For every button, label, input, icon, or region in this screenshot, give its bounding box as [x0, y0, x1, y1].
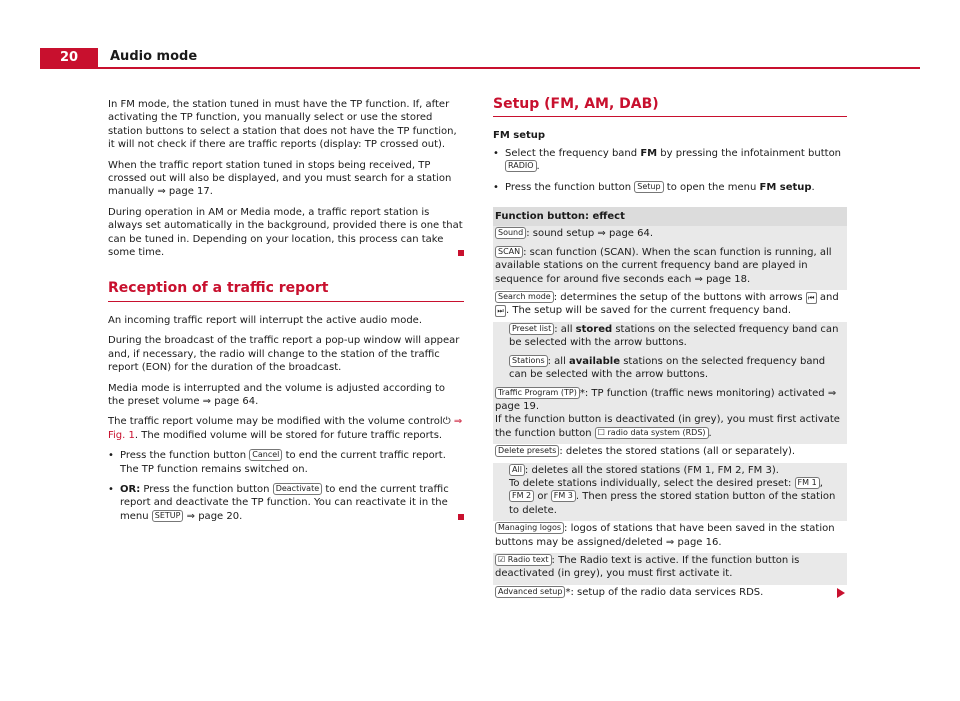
- radio-text-button: ☑ Radio text: [495, 554, 552, 566]
- paragraph-fm-mode: In FM mode, the station tuned in must have the TP function. If, after activating the TP function, you manually select or use the stored station buttons to select a station that does not have the TP function, it will not check if there are traffic reports (display: TP crossed out).: [108, 99, 457, 151]
- subsection-fm-setup: FM setup: [493, 130, 546, 142]
- table-row: Advanced setup *: setup of the radio data services RDS.: [493, 585, 847, 603]
- section-title-traffic-report: Reception of a traffic report: [108, 282, 464, 301]
- fm1-button: FM 1: [795, 477, 820, 489]
- function-table: [493, 207, 847, 603]
- paragraph-volume: The traffic report volume may be modified with the volume control⏻ ⇒ Fig. 1. The modified volume will be stored for future traffic reports.: [108, 416, 463, 441]
- scan-button: SCAN: [495, 246, 523, 258]
- cancel-button: Cancel: [249, 449, 282, 461]
- advanced-setup-button: Advanced setup: [495, 586, 565, 598]
- checkbox-icon: ☐: [597, 427, 605, 437]
- table-row: Traffic Program (TP) *: TP function (traffic news monitoring) activated ⇒ page 19. If the function button is deactivated (in grey), you must first activate the function button ☐ radio data system (RDS) .: [493, 386, 847, 445]
- traffic-program-button: Traffic Program (TP): [495, 387, 580, 399]
- rds-button: ☐ radio data system (RDS): [595, 427, 709, 439]
- table-header-row: Function button: effect: [493, 207, 847, 226]
- header-rule: [40, 67, 920, 69]
- end-mark: [458, 514, 464, 520]
- bullet-select-fm: • Select the frequency band FM by pressing the infotainment button RADIO .: [493, 147, 847, 174]
- fm3-button: FM 3: [551, 490, 576, 502]
- paragraph-am-media: During operation in AM or Media mode, a traffic report station is always set automatically in the background, provided there is one that can be tuned in. Depending on your location, this process can take some time.: [108, 206, 463, 259]
- table-row: SCAN : scan function (SCAN). When the scan function is running, all available stations on the current frequency band are played in sequence for around five seconds each ⇒ page 18.: [493, 245, 847, 290]
- end-mark: [458, 250, 464, 256]
- fig-link[interactable]: ⇒ Fig. 1: [108, 416, 463, 441]
- table-row: Sound : sound setup ⇒ page 64.: [493, 226, 847, 244]
- stations-button: Stations: [509, 355, 548, 367]
- left-column: [108, 98, 464, 530]
- paragraph-interrupt: An incoming traffic report will interrupt the active audio mode.: [108, 314, 423, 326]
- bullet-press-setup: • Press the function button Setup to open the menu FM setup.: [493, 181, 847, 194]
- managing-logos-button: Managing logos: [495, 522, 564, 534]
- table-row: Managing logos : logos of stations that have been saved in the station buttons may be assigned/deleted ⇒ page 16.: [495, 523, 835, 548]
- radio-button: RADIO: [505, 160, 537, 172]
- bullet-deactivate: • OR: Press the function button Deactivate to end the current traffic report and deactivate the TP function. You can reactivate it in the menu SETUP ⇒ page 20.: [108, 483, 464, 523]
- page-header-title: Audio mode: [110, 49, 198, 64]
- power-icon: ⏻: [442, 416, 451, 428]
- delete-presets-button: Delete presets: [495, 445, 559, 457]
- all-button: All: [509, 464, 525, 476]
- section-title-setup: Setup (FM, AM, DAB): [493, 98, 847, 117]
- table-row: ☑ Radio text : The Radio text is active. If the function button is deactivated (in grey), you must first activate it.: [493, 553, 847, 585]
- table-row: Preset list : all stored stations on the selected frequency band can be selected with the arrow buttons.: [493, 322, 847, 354]
- continue-arrow-icon: [837, 588, 845, 598]
- checkbox-checked-icon: ☑: [498, 554, 506, 564]
- page-number: 20: [40, 48, 98, 68]
- setup-menu-button: SETUP: [152, 510, 184, 522]
- table-row: All : deletes all the stored stations (FM 1, FM 2, FM 3). To delete stations individually, select the desired preset: FM 1 , FM 2 or FM 3 . Then press the stored station button of the station to delete.: [493, 463, 847, 522]
- next-arrow-icon: ⏭: [495, 305, 506, 317]
- setup-button: Setup: [634, 181, 663, 193]
- right-column: [493, 98, 847, 603]
- prev-arrow-icon: ⏮: [806, 292, 817, 304]
- bullet-cancel: • Press the function button Cancel to end the current traffic report. The TP function remains switched on.: [108, 449, 464, 476]
- table-row: Delete presets : deletes the stored stations (all or separately).: [493, 444, 847, 462]
- sound-button: Sound: [495, 227, 526, 239]
- table-row: Stations : all available stations on the selected frequency band can be selected with the arrow buttons.: [493, 354, 847, 386]
- preset-list-button: Preset list: [509, 323, 554, 335]
- search-mode-button: Search mode: [495, 291, 554, 303]
- paragraph-media-interrupted: Media mode is interrupted and the volume is adjusted according to the preset volume ⇒ page 64.: [108, 382, 446, 407]
- fm2-button: FM 2: [509, 490, 534, 502]
- paragraph-popup: During the broadcast of the traffic report a pop-up window will appear and, if necessary, the radio will change to the station of the traffic report (EON) for the duration of the broadcast.: [108, 335, 460, 374]
- deactivate-button: Deactivate: [273, 483, 322, 495]
- table-row: Search mode : determines the setup of the buttons with arrows ⏮ and ⏭ . The setup will be saved for the current frequency band.: [493, 290, 847, 322]
- paragraph-tp-crossed: When the traffic report station tuned in stops being received, TP crossed out will also be displayed, and you must search for a station manually ⇒ page 17.: [108, 159, 452, 198]
